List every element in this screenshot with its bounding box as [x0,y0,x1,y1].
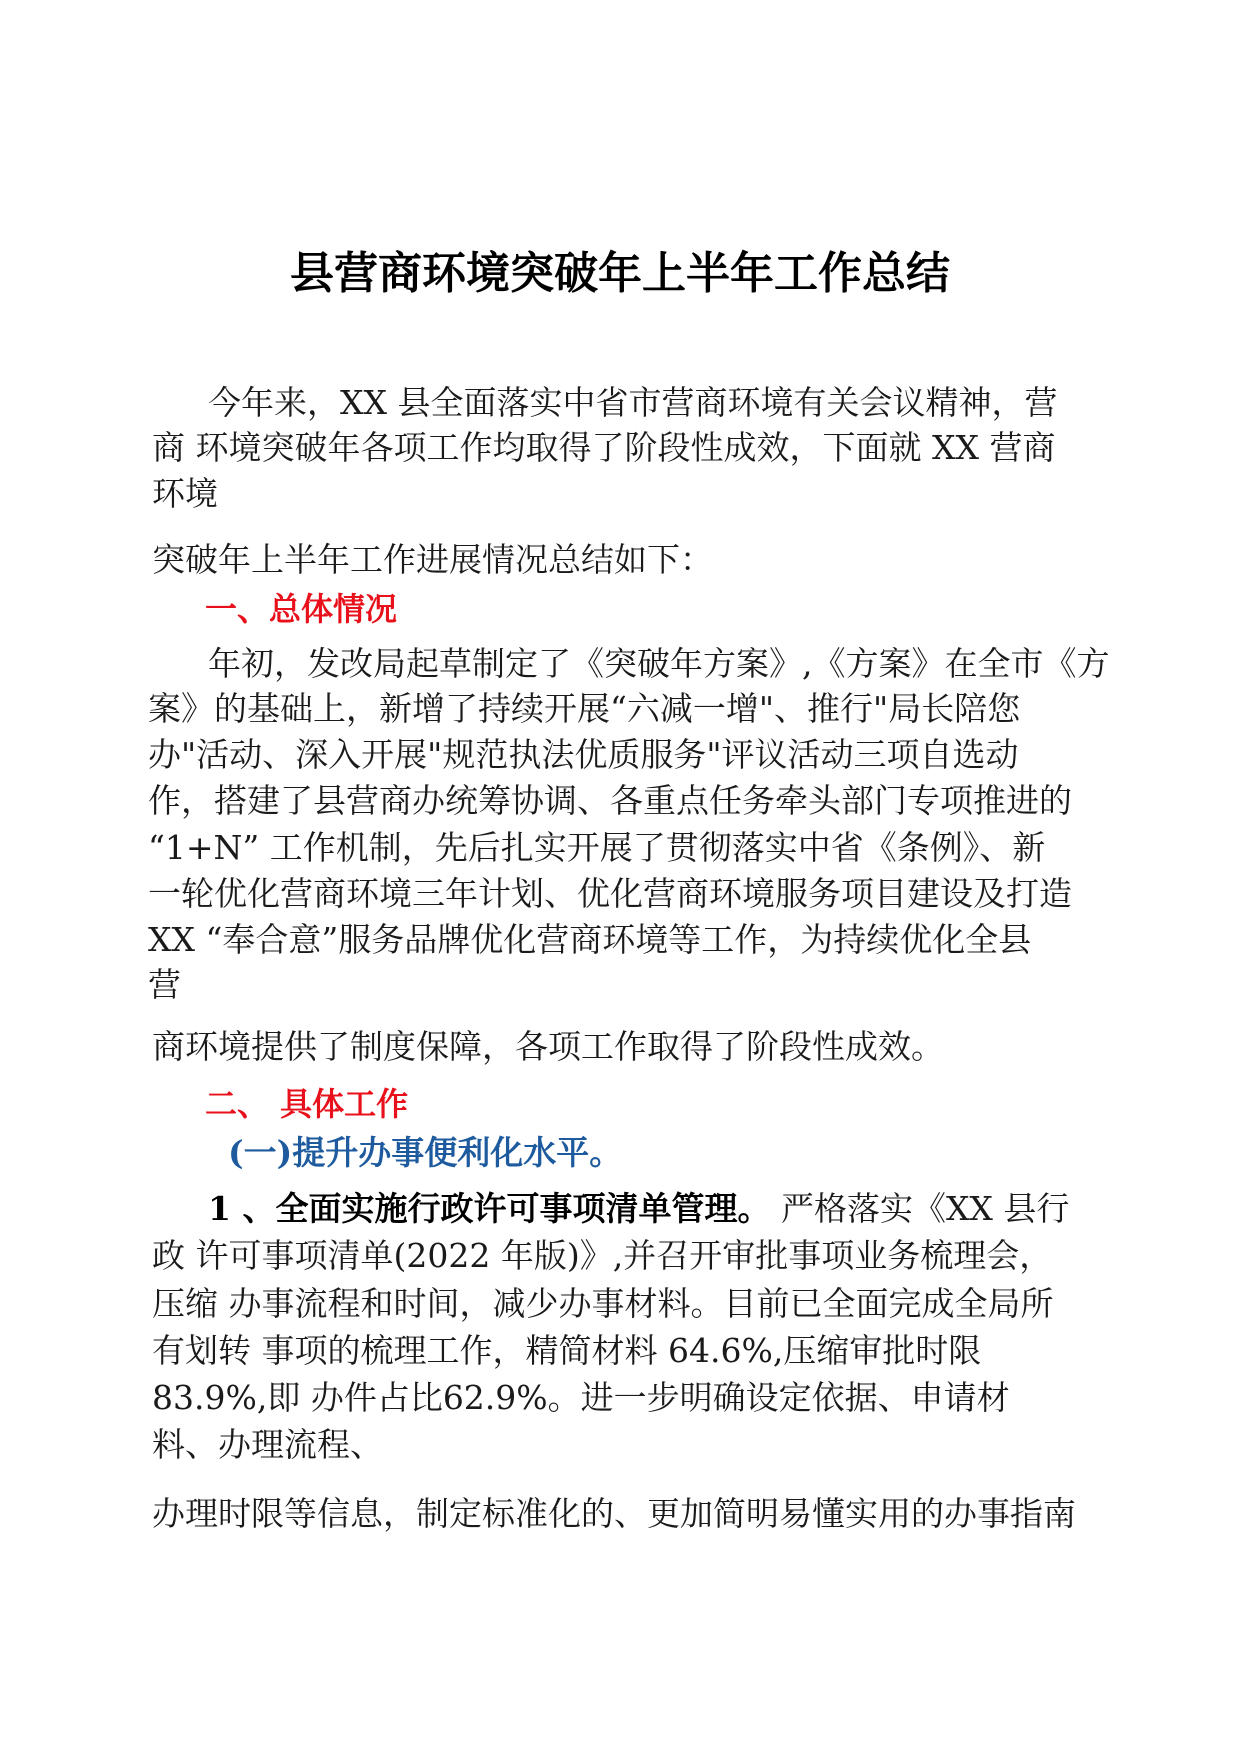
paragraph-line: 商环境提供了制度保障，各项工作取得了阶段性成效。 [152,1027,944,1066]
paragraph-line: 政 许可事项清单(2022 年版)》,并召开审批事项业务梳理会， [152,1236,1053,1275]
paragraph-line: 办"活动、深入开展"规范执法优质服务"评议活动三项自选动 [148,735,1019,774]
paragraph-line: 作，搭建了县营商办统筹协调、各重点任务牵头部门专项推进的 [148,781,1072,820]
item-line [208,1189,1069,1229]
paragraph-line: 83.9%,即 办件占比62.9%。进一步明确设定依据、申请材 [152,1378,1010,1417]
intro-line-4: 突破年上半年工作进展情况总结如下： [152,540,713,579]
paragraph-line: 营 [148,965,181,1004]
paragraph-line: 一轮优化营商环境三年计划、优化营商环境服务项目建设及打造 [148,874,1072,913]
paragraph-line: 有划转 事项的梳理工作，精简材料 64.6%,压缩审批时限 [152,1331,982,1370]
paragraph-line: 压缩 办事流程和时间，减少办事材料。目前已全面完成全局所 [152,1284,1054,1323]
paragraph-line: 办理时限等信息，制定标准化的、更加简明易懂实用的办事指南 [152,1494,1076,1533]
section-heading-specific-work: 二、 具体工作 [205,1085,409,1123]
intro-line-1: 今年来，XX 县全面落实中省市营商环境有关会议精神，营 [208,383,1058,422]
item-title: 1 、全面实施行政许可事项清单管理。 [208,1189,771,1228]
paragraph-line: XX “奉合意”服务品牌优化营商环境等工作，为持续优化全县 [148,920,1032,959]
paragraph-line: 案》的基础上，新增了持续开展“六减一增"、推行"局长陪您 [148,689,1021,728]
item-text: 严格落实《XX 县行 [770,1189,1070,1228]
section-heading-overview: 一、总体情况 [205,590,398,628]
document-title: 县营商环境突破年上半年工作总结 [290,248,950,299]
intro-line-2: 商 环境突破年各项工作均取得了阶段性成效，下面就 XX 营商 [152,428,1056,467]
intro-line-3: 环境 [152,474,218,513]
paragraph-line: 年初，发改局起草制定了《突破年方案》,《方案》在全市《方 [208,644,1110,683]
paragraph-line: 料、办理流程、 [152,1425,383,1464]
subsection-heading: (一)提升办事便利化水平。 [228,1133,623,1172]
paragraph-line: “1+N” 工作机制，先后扎实开展了贯彻落实中省《条例》、新 [148,828,1046,867]
